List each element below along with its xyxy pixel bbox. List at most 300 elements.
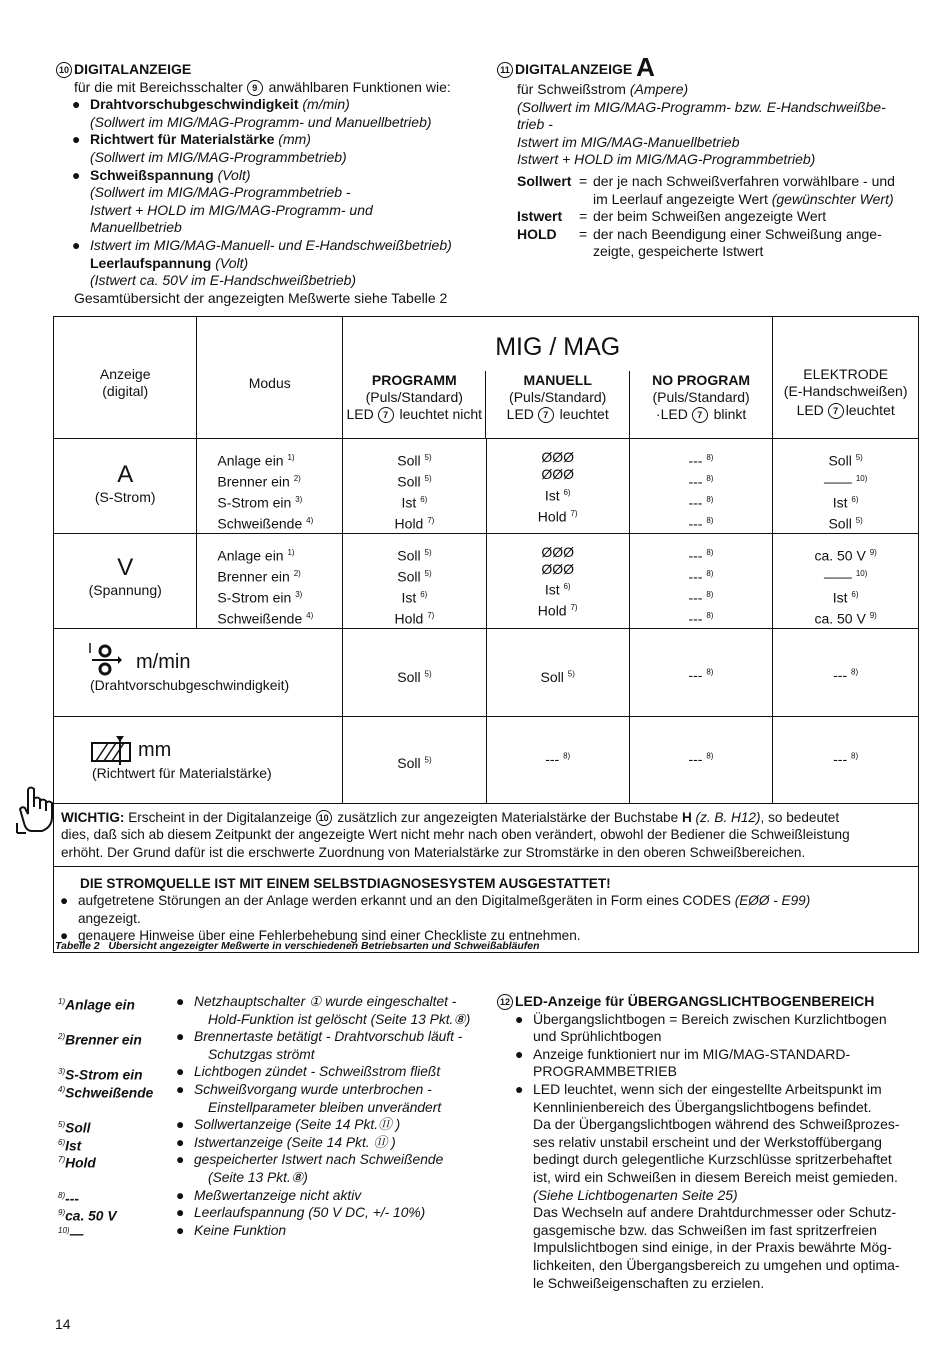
footnote-term-text: — — [69, 1226, 84, 1242]
item-unit: (Volt) — [213, 166, 251, 183]
cell-value — [773, 565, 918, 586]
bullet-icon: ● — [176, 1029, 185, 1045]
led-bullet-b2 — [515, 1063, 927, 1081]
led-para2: Das Wechseln auf andere Drahtdurchmesser oder Schutz- — [533, 1204, 897, 1221]
cell-value — [487, 449, 629, 466]
value: Soll — [540, 668, 564, 685]
definition-line — [517, 191, 927, 209]
row-m-noprogram — [629, 628, 773, 716]
footnote-term-text: --- — [65, 1191, 79, 1207]
table-2 — [53, 316, 919, 953]
value: Hold — [394, 610, 424, 627]
item-title: Richtwert für Materialstärke — [90, 131, 275, 148]
circled-number-7: 7 — [692, 407, 708, 423]
definition-text: im Leerlauf angezeigte Wert — [593, 190, 772, 207]
definition-term: HOLD — [517, 225, 557, 242]
footnote-text: Keine Funktion — [194, 1222, 287, 1238]
footnote-ref: 6) — [851, 589, 859, 599]
led-state: leuchtet — [845, 402, 895, 418]
definition-line — [517, 208, 927, 226]
footnote-term-text: Hold — [65, 1155, 96, 1171]
wichtig-text-c: , so bedeutet — [760, 809, 840, 825]
item-sub: Istwert + HOLD im MIG/MAG-Programm- und — [90, 201, 373, 218]
diagnose-text-2: genauere Hinweise über eine Fehlerbehebung sind einer Checkliste zu entnehmen. — [78, 928, 581, 944]
header-col-2 — [486, 371, 629, 438]
header-anzeige-line1: Anzeige — [99, 366, 151, 382]
unit-m-min: m/min — [136, 650, 191, 673]
bullet-icon: ● — [176, 1064, 185, 1080]
footnote-term — [58, 1222, 83, 1243]
led-state: leuchtet nicht — [395, 406, 483, 422]
footnote-text: gespeicherter Istwert nach Schweißende — [194, 1152, 444, 1168]
footnote-text: Hold-Funktion ist gelöscht (Seite 13 Pkt.⑧) — [208, 1011, 471, 1027]
led-bullet-b2 — [515, 1046, 927, 1064]
table-caption — [55, 940, 540, 952]
header-col-1 — [343, 371, 486, 438]
footnote-ref: 8) — [706, 568, 714, 578]
circled-number-9: 9 — [247, 80, 263, 96]
circled-number-7: 7 — [378, 407, 394, 423]
footnote-ref: 8) — [706, 453, 714, 462]
item4-sub: (Istwert ca. 50V im E-Handschweißbetrieb) — [90, 272, 357, 289]
footnote-text: Sollwertanzeige (Seite 14 Pkt.⑪ ) — [194, 1117, 401, 1133]
definition-text: der nach Beendigung einer Schweißung ange- — [593, 225, 882, 242]
value: Soll — [828, 452, 852, 469]
cell-value — [217, 491, 342, 512]
bullet-icon: ● — [515, 1080, 524, 1097]
cell-value — [773, 512, 918, 533]
bullet-icon: ● — [60, 893, 69, 909]
wichtig-text-b: zusätzlich zur angezeigten Materialstärke der Buchstabe — [333, 809, 682, 825]
value: Ist — [544, 487, 560, 504]
row-m-manuell — [486, 628, 629, 716]
footnote-ref: 8) — [706, 750, 714, 760]
footnote-2 — [58, 1046, 498, 1064]
item4-unit: (Volt) — [211, 254, 249, 271]
footnote-4 — [58, 1099, 498, 1117]
led-heading: LED-Anzeige für ÜBERGANGSLICHTBOGENBEREICH — [515, 993, 875, 1009]
col-title: PROGRAMM — [371, 372, 457, 388]
bullet-icon: ● — [72, 96, 81, 113]
footnote-ref: 3) — [295, 494, 303, 504]
cell-value — [630, 449, 773, 470]
footnote-ref: 7) — [570, 508, 578, 518]
definition-text: zeigte, gespeicherte Istwert — [593, 243, 764, 260]
col-sub: (Puls/Standard) — [652, 389, 750, 405]
footnote-term-text: Soll — [65, 1120, 91, 1136]
value: --- — [688, 568, 703, 585]
footnote-3 — [58, 1063, 498, 1081]
col-led — [773, 400, 918, 420]
definition-eq: = — [579, 208, 588, 225]
section-heading: DIGITALANZEIGE — [515, 61, 633, 77]
right-line: trieb - — [517, 116, 553, 133]
footnote-number: 4) — [58, 1084, 66, 1094]
wichtig-line3: erhöht. Der Grund dafür ist die erschwerte Zuordnung von Materialstärke zur Stromstärke in den oberen Schweißbereichen. — [61, 844, 806, 860]
bullet-icon: ● — [72, 131, 81, 148]
footnote-ref: 8) — [706, 610, 714, 620]
circled-number-10: 10 — [316, 810, 332, 826]
col-led — [630, 406, 772, 423]
value: S-Strom ein — [217, 589, 292, 606]
footnote-ref: 1) — [287, 547, 295, 557]
footnote-ref: 7) — [427, 515, 435, 525]
value: Ist — [832, 494, 848, 511]
section-heading: DIGITALANZEIGE — [74, 61, 192, 77]
footnote-ref: 2) — [293, 473, 301, 483]
value: --- — [833, 750, 848, 767]
footnote-ref: 7) — [427, 610, 435, 620]
item-sub: (Sollwert im MIG/MAG-Programmbetrieb) — [90, 148, 347, 165]
value: ca. 50 V — [814, 610, 866, 627]
footnote-ref: 5) — [424, 668, 432, 678]
cell-value — [343, 544, 486, 565]
right-line-text: für Schweißstrom — [517, 81, 630, 97]
circled-number-7: 7 — [828, 403, 844, 419]
pointing-hand-icon — [16, 785, 54, 835]
led-state: leuchtet — [555, 406, 609, 422]
led-para: Da der Übergangslichtbogen während des Schweißprozes- — [533, 1116, 900, 1133]
cell-value — [343, 586, 486, 607]
col-title: NO PROGRAM — [652, 372, 751, 388]
function-item-1 — [72, 96, 486, 114]
footnote-ref: 4) — [306, 610, 314, 620]
footnote-term-text: Brenner ein — [65, 1032, 142, 1048]
footnote-ref: 5) — [424, 568, 432, 578]
cell-value — [343, 512, 486, 533]
diagnose-title: DIE STROMQUELLE IST MIT EINEM SELBSTDIAGNOSESYSTEM AUSGESTATTET! — [80, 875, 611, 891]
row-m-label: (Drahtvorschubgeschwindigkeit) — [90, 676, 290, 693]
led-para: bedingt durch gelegentliche Kurzschlüsse spritzerbehaftet — [533, 1151, 892, 1168]
cell-value — [630, 544, 773, 565]
bullet-icon: ● — [176, 994, 185, 1009]
value: Soll — [397, 547, 421, 564]
row-mm-programm — [343, 716, 487, 803]
footnote-number: 6) — [58, 1137, 66, 1147]
cell-value — [773, 607, 918, 628]
col-sub: (Puls/Standard) — [509, 389, 607, 405]
footnote-ref: 2) — [293, 568, 301, 578]
footnote-9 — [58, 1204, 498, 1222]
wire-feed-icon — [88, 639, 122, 681]
led-text: und Sprühlichtbogen — [533, 1028, 662, 1045]
header-anzeige-line2: (digital) — [102, 383, 149, 399]
value: Soll — [397, 754, 421, 771]
circled-number-11: 11 — [497, 62, 513, 78]
bullet-icon: ● — [176, 1081, 185, 1097]
symbol-v: V — [117, 553, 134, 581]
led-para2: Impulslichtbogen sind einige, in der Praxis bewährte Mög- — [533, 1239, 892, 1256]
item-sub: Manuellbetrieb — [90, 219, 182, 236]
footnote-number: 5) — [58, 1120, 66, 1130]
value: --- — [833, 666, 848, 683]
footnote-ref: 6) — [851, 494, 859, 504]
footnote-ref: 10) — [855, 568, 868, 578]
cell-value — [487, 599, 629, 620]
value: Hold — [537, 508, 567, 525]
led-bullet-b3 — [515, 1081, 927, 1099]
circled-number-7: 7 — [538, 407, 554, 423]
heading-letter: A — [636, 52, 655, 82]
value: --- — [688, 610, 703, 627]
right-line: Istwert im MIG/MAG-Manuellbetrieb — [517, 133, 740, 150]
col-title: MANUELL — [523, 372, 592, 388]
footnote-ref: 5) — [424, 473, 432, 483]
right-lines — [497, 81, 927, 169]
footnote-8 — [58, 1187, 498, 1205]
footnote-text: Istwertanzeige (Seite 14 Pkt. ⑪ ) — [194, 1134, 396, 1150]
definition-line — [517, 173, 927, 191]
value: Brenner ein — [217, 473, 290, 490]
intro-line — [56, 79, 486, 97]
row-m-programm — [343, 628, 487, 716]
footnote-number: 10) — [58, 1225, 70, 1235]
row-mm-manuell — [486, 716, 629, 803]
right-line: Istwert + HOLD im MIG/MAG-Programmbetrieb) — [517, 151, 816, 168]
footnote-number: 8) — [58, 1190, 66, 1200]
header-col-3 — [630, 371, 772, 438]
footnote-2 — [58, 1028, 498, 1046]
bullet-icon: ● — [515, 1010, 524, 1027]
value: Hold — [394, 515, 424, 532]
diagnose-item-1 — [60, 892, 918, 910]
footnote-ref: 8) — [563, 750, 571, 760]
right-line: (Sollwert im MIG/MAG-Programm- bzw. E-Handschweißbe- — [517, 98, 886, 115]
row-mm-noprogram — [629, 716, 773, 803]
definition-line — [517, 243, 927, 261]
value: Soll — [397, 452, 421, 469]
footnote-text: Lichtbogen zündet - Schweißstrom fließt — [194, 1064, 441, 1080]
row-v-elektrode — [773, 533, 919, 628]
footnote-number: 1) — [58, 997, 66, 1006]
col-title: ELEKTRODE — [803, 366, 889, 382]
item-sub: (Sollwert im MIG/MAG-Programm- und Manuellbetrieb) — [90, 113, 432, 130]
footnote-text: Leerlaufspannung (50 V DC, +/- 10%) — [194, 1205, 426, 1221]
row-m-elektrode — [773, 628, 919, 716]
led-bullet-b3 — [515, 1099, 927, 1117]
cell-value — [217, 544, 342, 565]
item4-bold: Leerlaufspannung — [90, 254, 212, 271]
footnote-ref: 6) — [563, 582, 571, 592]
led-para2: le Schweißeigenschaften zu erzielen. — [533, 1274, 765, 1291]
footnote-ref: 7) — [570, 603, 578, 613]
footnote-ref: 5) — [424, 547, 432, 557]
value: —— — [823, 473, 852, 490]
definition-italic: (gewünschter Wert) — [771, 190, 894, 207]
value: --- — [688, 452, 703, 469]
col-sub: (Puls/Standard) — [365, 389, 463, 405]
letter-h: H — [681, 809, 692, 825]
cell-value — [343, 607, 486, 628]
value: --- — [688, 589, 703, 606]
footnote-term-text: Anlage ein — [65, 997, 135, 1013]
footnote-ref: 6) — [563, 487, 571, 497]
col-led — [343, 406, 485, 423]
section-digitalanzeige-10 — [56, 61, 486, 307]
cell-value — [487, 484, 629, 505]
footnote-text: Brennertaste betätigt - Drahtvorschub läuft - — [194, 1029, 463, 1045]
footnote-ref: 8) — [706, 494, 714, 504]
footnote-text: Schweißvorgang wurde unterbrochen - — [194, 1081, 432, 1097]
footnote-ref: 3) — [295, 589, 303, 599]
bullet-icon: ● — [176, 1134, 185, 1150]
cell-value — [487, 505, 629, 526]
footnote-1 — [58, 1011, 498, 1029]
value: --- — [688, 666, 703, 683]
value: Ist — [832, 589, 848, 606]
caption-label: Tabelle 2 — [55, 940, 100, 952]
led-text: Anzeige funktioniert nur im MIG/MAG-STANDARD- — [533, 1045, 851, 1062]
value: ØØØ — [541, 466, 575, 483]
footnote-ref: 10) — [855, 473, 868, 483]
footnote-ref: 1) — [287, 453, 295, 462]
col-sub: (E-Handschweißen) — [783, 383, 908, 399]
wichtig-text: Erscheint in der Digitalanzeige — [124, 809, 316, 825]
bullet-icon: ● — [72, 166, 81, 183]
cell-value — [217, 449, 342, 470]
value: Brenner ein — [217, 568, 290, 585]
item-sub: (Sollwert im MIG/MAG-Programmbetrieb - — [90, 184, 351, 201]
cell-value — [487, 466, 629, 483]
definition-text: der je nach Schweißverfahren vorwählbare - und — [593, 172, 895, 189]
footnote-ref: 8) — [851, 750, 859, 760]
value: Ist — [544, 582, 560, 599]
cell-value — [773, 470, 918, 491]
intro-end: anwählbaren Funktionen wie: — [264, 78, 451, 95]
bullet-icon: ● — [515, 1045, 524, 1062]
material-thickness-icon — [90, 735, 134, 765]
value: Soll — [397, 668, 421, 685]
diagnose-text: aufgetretene Störungen an der Anlage werden erkannt und an den Digitalmeßgeräten in Form eines CODES — [78, 893, 735, 909]
bullet-icon: ● — [176, 1205, 185, 1221]
footnote-ref: 5) — [855, 453, 863, 462]
row-mm-elektrode — [773, 716, 919, 803]
row-v-anzeige — [54, 533, 197, 628]
footnote-ref: 4) — [306, 515, 314, 525]
cell-value — [343, 449, 486, 470]
led-text: LED — [506, 406, 538, 422]
footnote-ref: 5) — [424, 453, 432, 462]
footnote-ref: 8) — [706, 473, 714, 483]
cell-value — [487, 561, 629, 578]
value: --- — [688, 750, 703, 767]
cell-value — [217, 470, 342, 491]
symbol-a: A — [117, 461, 134, 488]
definitions — [497, 173, 927, 261]
wichtig-example: (z. B. H12) — [691, 809, 761, 825]
led-text: LED — [796, 402, 828, 418]
header-mig-mag — [343, 317, 773, 439]
cell-value — [487, 578, 629, 599]
definition-line — [517, 226, 927, 244]
led-text: ·LED — [655, 406, 692, 422]
bullet-icon: ● — [176, 1222, 185, 1238]
header-elektrode — [773, 317, 919, 439]
footnote-ref: 6) — [420, 589, 428, 599]
cell-value — [773, 449, 918, 470]
footnote-ref: 5) — [567, 668, 575, 678]
value: Soll — [397, 473, 421, 490]
footnote-10 — [58, 1222, 498, 1240]
cell-value — [343, 491, 486, 512]
diagnose-text-b: angezeigt. — [78, 910, 141, 926]
header-modus-text: Modus — [248, 375, 291, 391]
value: ca. 50 V — [814, 547, 866, 564]
footnotes — [58, 993, 498, 1242]
footnote-term-text: S-Strom ein — [65, 1067, 143, 1083]
footnote-1 — [58, 993, 498, 1011]
col-led — [486, 406, 628, 423]
value: Anlage ein — [217, 547, 284, 564]
footnote-text: Schutzgas strömt — [208, 1046, 315, 1062]
value: Ist — [401, 589, 417, 606]
cell-value — [630, 491, 773, 512]
led-text: Übergangslichtbogen = Bereich zwischen Kurzlichtbogen — [533, 1010, 887, 1027]
row-v-label: (Spannung) — [88, 581, 162, 598]
function-list — [56, 96, 486, 237]
led-bullet-b1 — [515, 1028, 927, 1046]
row-a-manuell — [486, 439, 629, 534]
cell-value — [487, 544, 629, 561]
footnote-ref: 5) — [424, 754, 432, 764]
led-text: LED leuchtet, wenn sich der eingestellte Arbeitspunkt im — [533, 1080, 882, 1097]
wichtig-line2: dies, daß sich ab diesem Zeitpunkt der angezeigte Wert nicht mehr nach oben verändert, obwohl der Bediener die Schweißleistung — [61, 827, 850, 843]
wichtig-label: WICHTIG: — [61, 809, 125, 825]
mig-mag-title: MIG / MAG — [495, 333, 621, 361]
bullet-icon: ● — [176, 1152, 185, 1168]
cell-value — [630, 586, 773, 607]
item-unit: (mm) — [274, 131, 311, 148]
cell-value — [773, 544, 918, 565]
footnote-ref: 9) — [869, 610, 877, 620]
bullet-icon: ● — [72, 236, 81, 253]
row-a-elektrode — [773, 439, 919, 534]
footnote-text: Einstellparameter bleiben unverändert — [208, 1099, 442, 1115]
value: Schweißende — [217, 610, 303, 627]
footnote-ref: 6) — [420, 494, 428, 504]
row-mm-label: (Richtwert für Materialstärke) — [92, 764, 272, 781]
cell-value — [217, 512, 342, 533]
footnote-number: 2) — [58, 1032, 66, 1042]
led-text: LED — [346, 406, 378, 422]
footnote-number: 3) — [58, 1067, 66, 1077]
row-v-manuell — [486, 533, 629, 628]
footnote-ref: 8) — [851, 666, 859, 676]
definition-eq: = — [579, 225, 588, 242]
value: ØØØ — [541, 561, 575, 578]
cell-value — [630, 565, 773, 586]
led-text: Kennlinienbereich des Übergangslichtbogens befindet. — [533, 1098, 872, 1115]
cell-value — [773, 586, 918, 607]
led-ref: (Siehe Lichtbogenarten Seite 25) — [533, 1186, 738, 1203]
cell-value — [630, 607, 773, 628]
value: Soll — [828, 515, 852, 532]
bullet-icon: ● — [60, 928, 69, 944]
row-a-anzeige — [54, 439, 197, 534]
right-line — [517, 81, 927, 99]
footnote-number: 9) — [58, 1208, 66, 1218]
unit-mm: mm — [138, 738, 172, 761]
led-para2: lichkeiten, den Übergangsbereich zu umgehen und optima- — [533, 1256, 900, 1273]
item-title: Drahtvorschubgeschwindigkeit — [90, 96, 299, 113]
item4-title — [56, 255, 486, 273]
summary-line: Gesamtübersicht der angezeigten Meßwerte siehe Tabelle 2 — [74, 289, 448, 306]
value: ØØØ — [541, 449, 575, 465]
value: Anlage ein — [217, 452, 284, 469]
function-item-3 — [72, 167, 486, 185]
definition-eq: = — [579, 172, 588, 189]
row-mm-anzeige — [54, 716, 343, 803]
